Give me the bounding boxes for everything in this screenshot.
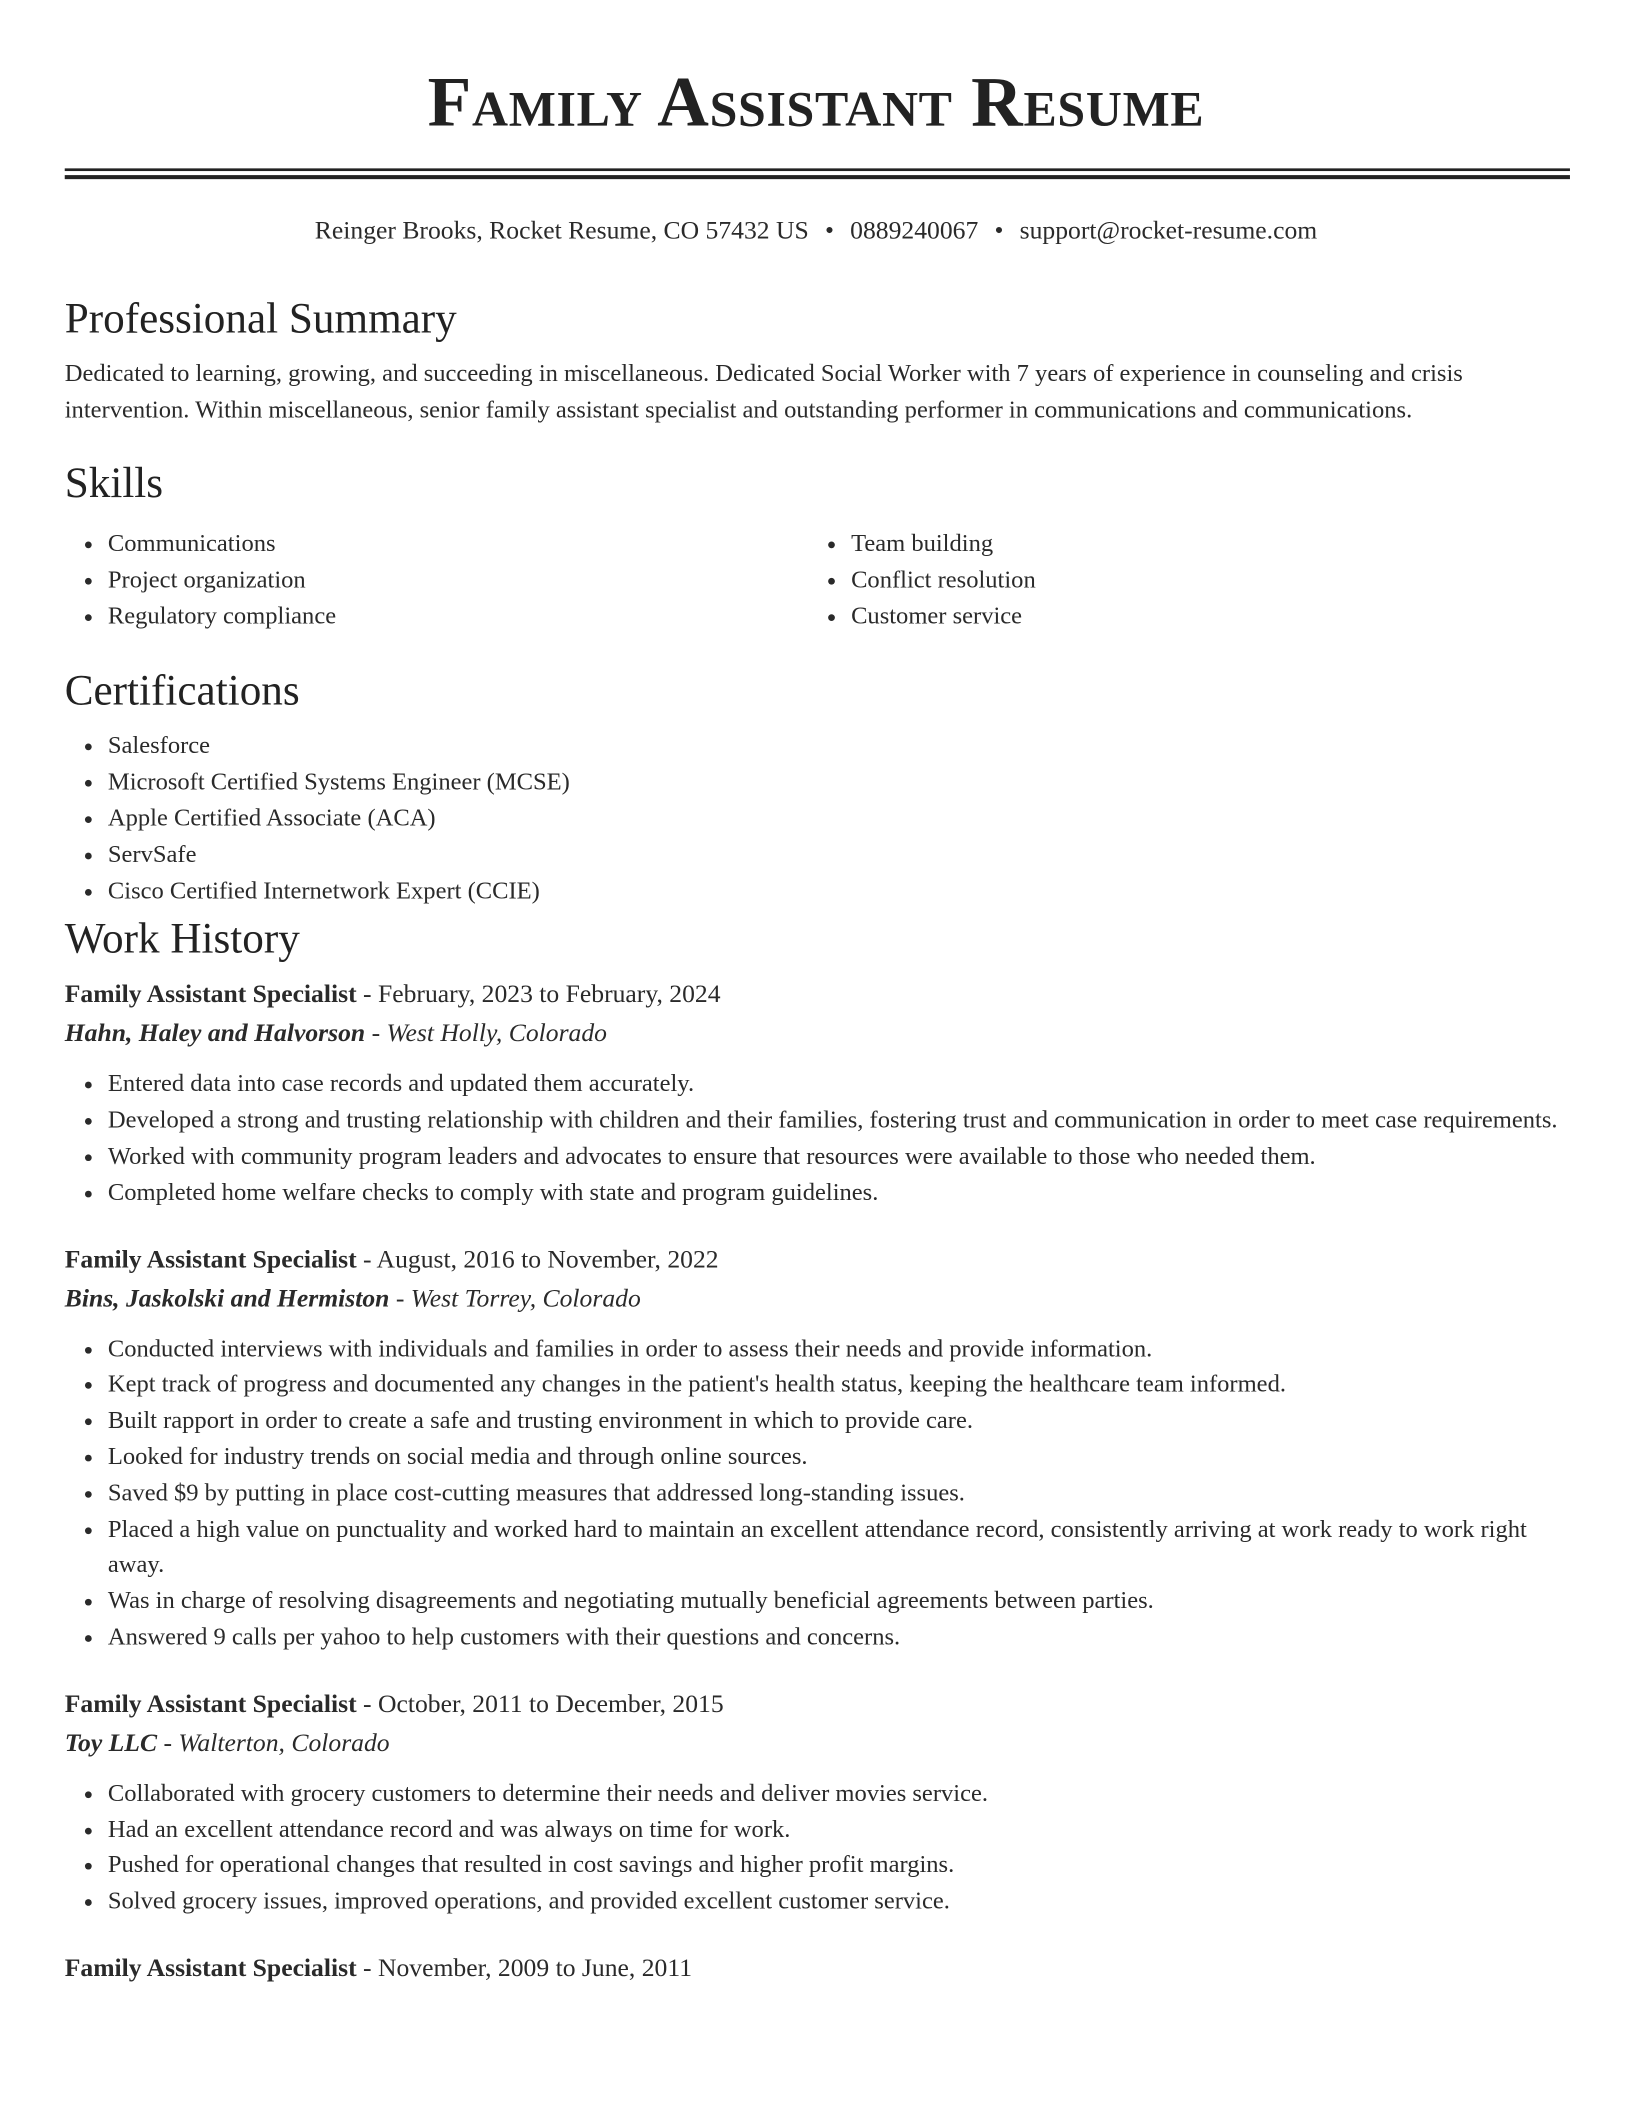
skill-item: • Project organization [108, 561, 808, 597]
job-title: Family Assistant Specialist [64, 1954, 357, 1983]
job-company: Hahn, Haley and Halvorson [64, 1020, 366, 1049]
job-location: West Holly, Colorado [386, 1020, 607, 1049]
job-location: Walterton, Colorado [178, 1729, 390, 1758]
skills-columns [65, 525, 1570, 633]
job-duties-list [65, 1775, 1570, 1919]
job-duties-list [65, 1066, 1570, 1210]
section-heading-summary: Professional Summary [64, 293, 457, 343]
job-duties-list [65, 1330, 1570, 1655]
section-heading-skills: Skills [64, 457, 164, 507]
contact-email: support@rocket-resume.com [1019, 216, 1318, 246]
work-history-section [65, 908, 1570, 1988]
certification-item: • ServSafe [108, 836, 1570, 872]
job-dates: August, 2016 to November, 2022 [376, 1245, 719, 1274]
job-entry [65, 1949, 1570, 1988]
certifications-section [65, 661, 1570, 909]
skills-column-right [808, 525, 1551, 633]
job-title: Family Assistant Specialist [64, 1690, 357, 1719]
job-duty: • Saved $9 by putting in place cost-cutting measures that addressed long-standing issues. [108, 1475, 1570, 1511]
job-duty: • Conducted interviews with individuals and families in order to assess their needs and provide information. [108, 1330, 1570, 1366]
job-duty: • Pushed for operational changes that resulted in cost savings and higher profit margins. [108, 1847, 1570, 1883]
job-company: Bins, Jaskolski and Hermiston [64, 1284, 390, 1313]
job-heading: Family Assistant Specialist - October, 2011 to December, 2015 [64, 1690, 724, 1719]
skill-item: • Regulatory compliance [108, 597, 808, 633]
job-heading: Family Assistant Specialist - November, 2009 to June, 2011 [64, 1954, 693, 1983]
section-heading-certifications: Certifications [64, 665, 300, 715]
job-employer-line: Bins, Jaskolski and Hermiston - West Torrey, Colorado [64, 1284, 641, 1313]
job-dates: February, 2023 to February, 2024 [377, 981, 721, 1010]
job-duty: • Had an excellent attendance record and was always on time for work. [108, 1811, 1570, 1847]
job-duty: • Solved grocery issues, improved operations, and provided excellent customer service. [108, 1883, 1570, 1919]
skill-item: • Conflict resolution [851, 561, 1551, 597]
certification-item: • Microsoft Certified Systems Engineer (MCSE) [108, 764, 1570, 800]
job-duty: • Placed a high value on punctuality and worked hard to maintain an excellent attendance record, consistently arriving at work ready to work right away. [108, 1511, 1570, 1583]
certifications-list [65, 728, 1570, 908]
job-duty: • Entered data into case records and updated them accurately. [108, 1066, 1570, 1102]
job-employer-line: Toy LLC - Walterton, Colorado [64, 1729, 390, 1758]
certification-item: • Cisco Certified Internetwork Expert (CCIE) [108, 872, 1570, 908]
contact-address: Reinger Brooks, Rocket Resume, CO 57432 US [314, 216, 809, 246]
title-rule-thin [65, 168, 1570, 170]
job-title: Family Assistant Specialist [64, 1245, 357, 1274]
contact-line [0, 214, 1632, 249]
skill-item: • Communications [108, 525, 808, 561]
contact-separator: • [824, 216, 834, 246]
job-employer-line: Hahn, Haley and Halvorson - West Holly, Colorado [64, 1020, 607, 1049]
job-entry [65, 1240, 1570, 1655]
job-duty: • Collaborated with grocery customers to determine their needs and deliver movies service. [108, 1775, 1570, 1811]
skills-list-right [808, 525, 1551, 633]
title-rule-thick [65, 175, 1570, 179]
contact-separator: • [994, 216, 1004, 246]
skill-item: • Customer service [851, 597, 1551, 633]
certification-item: • Apple Certified Associate (ACA) [108, 800, 1570, 836]
job-title: Family Assistant Specialist [64, 981, 357, 1010]
job-duty: • Worked with community program leaders and advocates to ensure that resources were available to those who needed them. [108, 1138, 1570, 1174]
job-location: West Torrey, Colorado [410, 1284, 641, 1313]
job-entry [65, 976, 1570, 1211]
job-duty: • Was in charge of resolving disagreements and negotiating mutually beneficial agreements between parties. [108, 1583, 1570, 1619]
job-dates: October, 2011 to December, 2015 [377, 1690, 724, 1719]
job-duty: • Built rapport in order to create a safe and trusting environment in which to provide care. [108, 1402, 1570, 1438]
resume-body [65, 288, 1570, 2017]
job-duty: • Kept track of progress and documented any changes in the patient's health status, keeping the healthcare team informed. [108, 1366, 1570, 1402]
job-duty: • Developed a strong and trusting relationship with children and their families, fostering trust and communication in order to meet case requirements. [108, 1102, 1570, 1138]
skills-section [65, 453, 1570, 634]
summary-text: Dedicated to learning, growing, and succeeding in miscellaneous. Dedicated Social Worker with 7 years of experience in counseling and crisis intervention. Within miscellaneous, senior family assistant specialist and outstanding performer in communications and communications. [64, 359, 1463, 423]
skill-item: • Team building [851, 525, 1551, 561]
job-duty: • Completed home welfare checks to comply with state and program guidelines. [108, 1174, 1570, 1210]
certification-item: • Salesforce [108, 728, 1570, 764]
job-duty: • Answered 9 calls per yahoo to help customers with their questions and concerns. [108, 1619, 1570, 1655]
job-duty: • Looked for industry trends on social media and through online sources. [108, 1438, 1570, 1474]
job-heading: Family Assistant Specialist - February, 2023 to February, 2024 [64, 981, 721, 1010]
job-heading: Family Assistant Specialist - August, 2016 to November, 2022 [64, 1245, 719, 1274]
contact-phone: 0889240067 [850, 216, 979, 246]
skills-column-left [65, 525, 808, 633]
job-company: Toy LLC [64, 1729, 158, 1758]
professional-summary-section [65, 288, 1570, 428]
skills-list-left [65, 525, 808, 633]
document-title: Family Assistant Resume [427, 63, 1205, 142]
section-heading-work-history: Work History [64, 913, 300, 963]
job-entry [65, 1685, 1570, 1920]
job-dates: November, 2009 to June, 2011 [377, 1954, 693, 1983]
